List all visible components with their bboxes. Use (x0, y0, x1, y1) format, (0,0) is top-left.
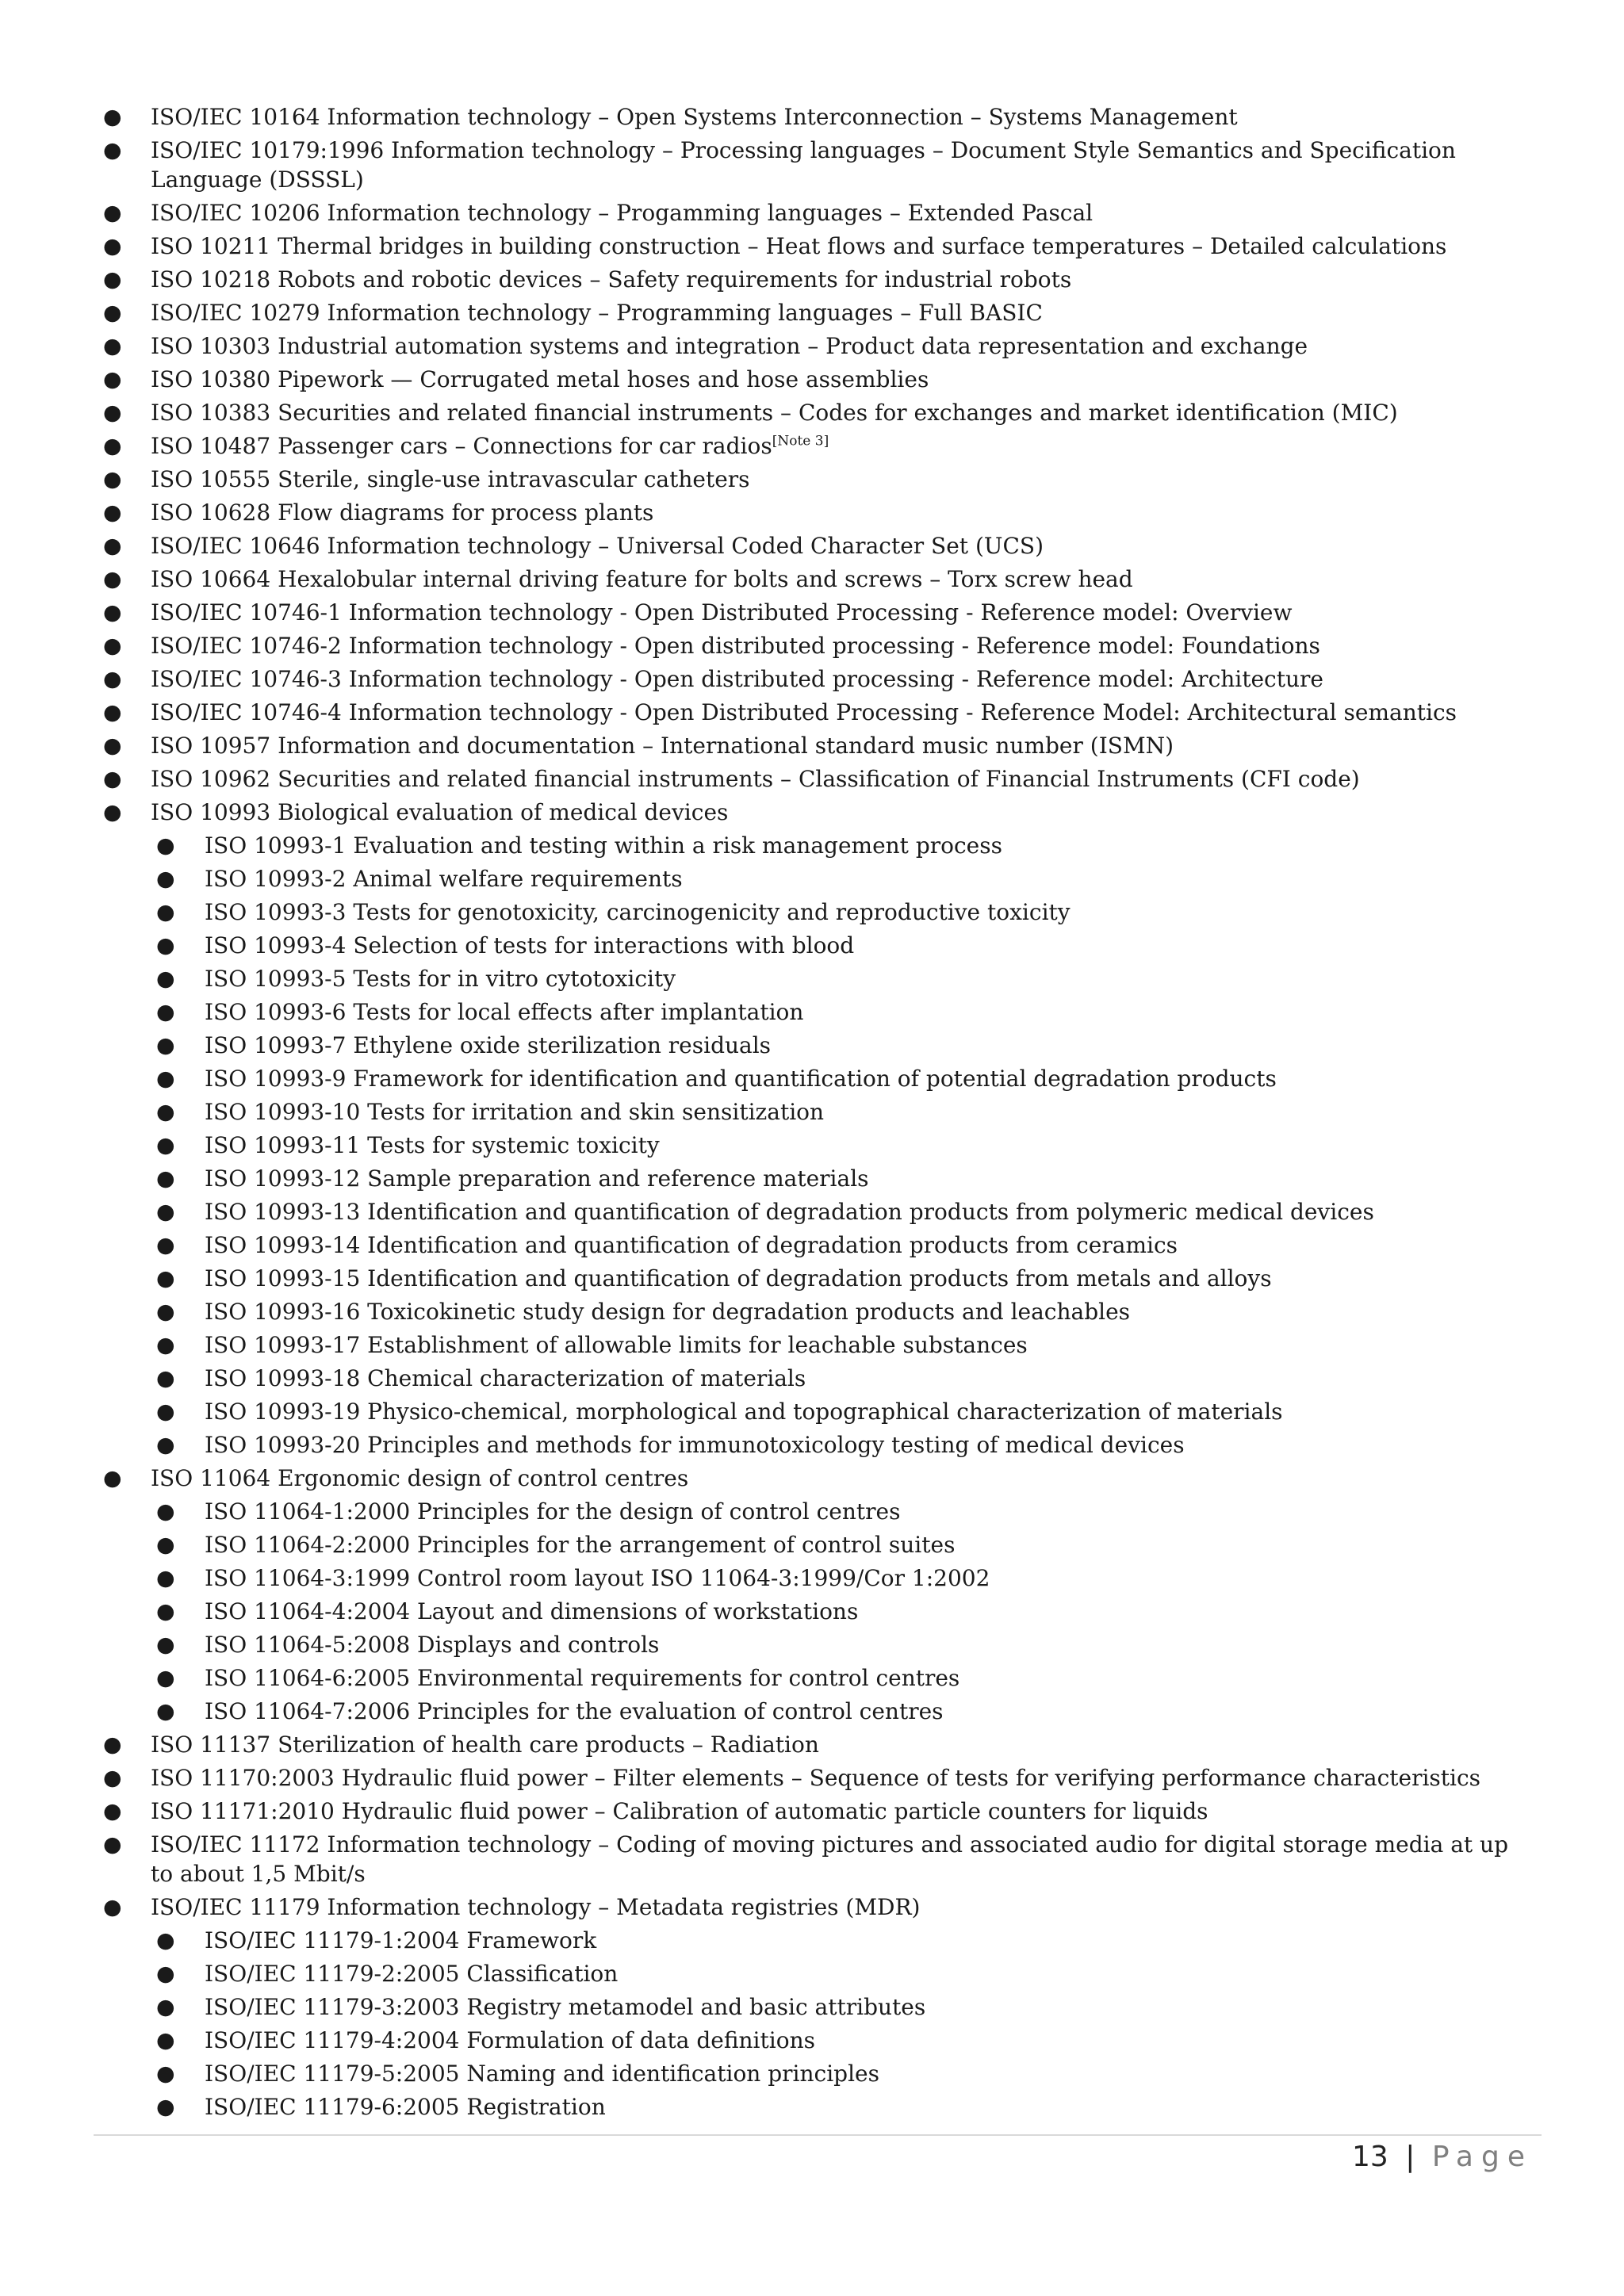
list-item (0, 531, 1624, 564)
bullet-icon: ● (156, 1399, 175, 1424)
sub-list-item (0, 2059, 1624, 2092)
bullet-icon: ● (103, 400, 122, 425)
list-item-text: ISO/IEC 10746-2 Information technology - Open distributed processing - Reference model: Foundations (151, 633, 1320, 659)
sub-list-item (0, 1330, 1624, 1364)
bullet-icon: ● (103, 1799, 122, 1823)
bullet-icon: ● (156, 933, 175, 958)
list-item-text: ISO 11064-1:2000 Principles for the design of control centres (205, 1498, 901, 1525)
sub-list-item (0, 1297, 1624, 1330)
sub-list-item (0, 1064, 1624, 1097)
bullet-icon: ● (156, 1033, 175, 1058)
bullet-icon: ● (103, 267, 122, 292)
page-number: 13 (1351, 2141, 1388, 2173)
list-item-text: ISO 10993-3 Tests for genotoxicity, carcinogenicity and reproductive toxicity (205, 899, 1071, 925)
list-item-text: ISO 10993-11 Tests for systemic toxicity (205, 1132, 660, 1158)
bullet-icon: ● (156, 1599, 175, 1624)
bullet-icon: ● (156, 1632, 175, 1657)
bullet-icon: ● (103, 667, 122, 691)
sub-list-item (0, 1264, 1624, 1297)
list-item-text: ISO 10993-15 Identification and quantification of degradation products from metals and alloys (205, 1265, 1272, 1292)
list-item (0, 1763, 1624, 1797)
list-item-text: ISO 10993-17 Establishment of allowable limits for leachable substances (205, 1332, 1028, 1358)
list-item-text: ISO 10957 Information and documentation – International standard music number (ISMN) (151, 733, 1174, 759)
sub-list-item (0, 1197, 1624, 1230)
list-item-text: ISO 10993-18 Chemical characterization of materials (205, 1365, 806, 1391)
bullet-icon: ● (156, 1666, 175, 1690)
list-item-text: ISO 10993-6 Tests for local effects after implantation (205, 999, 804, 1025)
bullet-icon: ● (103, 534, 122, 558)
bullet-icon: ● (156, 2028, 175, 2053)
list-item-text: ISO/IEC 11179-6:2005 Registration (205, 2094, 606, 2120)
sub-list-item (0, 1992, 1624, 2026)
bullet-icon: ● (156, 1133, 175, 1158)
bullet-icon: ● (156, 1995, 175, 2019)
list-item (0, 564, 1624, 598)
list-item-text: ISO 11170:2003 Hydraulic fluid power – Filter elements – Sequence of tests for verifying performance characteristics (151, 1765, 1481, 1791)
bullet-icon: ● (103, 1732, 122, 1757)
list-item (0, 1730, 1624, 1763)
sub-list-item (0, 831, 1624, 864)
sub-list-item (0, 2092, 1624, 2126)
bullet-icon: ● (103, 138, 122, 163)
list-item-text: ISO/IEC 10746-3 Information technology - Open distributed processing - Reference model: Architecture (151, 666, 1323, 692)
bullet-icon: ● (103, 467, 122, 492)
bullet-icon: ● (103, 334, 122, 358)
list-item (0, 331, 1624, 365)
list-item-text: ISO 11064-7:2006 Principles for the evaluation of control centres (205, 1698, 944, 1724)
list-item (0, 136, 1624, 198)
sub-list-item (0, 1563, 1624, 1597)
bullet-icon: ● (103, 500, 122, 525)
sub-list-item (0, 1926, 1624, 1959)
list-item-text: ISO 10993-9 Framework for identification and quantification of potential degradation products (205, 1066, 1277, 1092)
bullet-icon: ● (156, 966, 175, 991)
bullet-icon: ● (156, 2095, 175, 2119)
bullet-icon: ● (103, 733, 122, 758)
list-item-text: ISO 11064-6:2005 Environmental requirements for control centres (205, 1665, 960, 1691)
bullet-icon: ● (156, 1533, 175, 1557)
list-item (0, 598, 1624, 631)
bullet-icon: ● (156, 1566, 175, 1590)
bullet-icon: ● (103, 234, 122, 258)
list-item-text: ISO 10487 Passenger cars – Connections for car radios (151, 433, 772, 459)
list-item-text: ISO/IEC 10746-4 Information technology - Open Distributed Processing - Reference Model: Architectural semantics (151, 699, 1457, 725)
bullet-icon: ● (103, 1832, 122, 1857)
list-item (0, 764, 1624, 798)
sub-list-item (0, 1530, 1624, 1563)
sub-list-item (0, 1230, 1624, 1264)
bullet-icon: ● (103, 434, 122, 458)
list-item (0, 365, 1624, 398)
bullet-icon: ● (156, 1366, 175, 1391)
list-item-text: ISO/IEC 10206 Information technology – Progamming languages – Extended Pascal (151, 200, 1094, 226)
sub-list-item (0, 997, 1624, 1031)
bullet-icon: ● (156, 867, 175, 891)
list-item (0, 631, 1624, 664)
list-item-text: ISO 10993-2 Animal welfare requirements (205, 866, 683, 892)
bullet-icon: ● (103, 1466, 122, 1490)
bullet-icon: ● (156, 1000, 175, 1024)
bullet-icon: ● (156, 1166, 175, 1191)
bullet-icon: ● (156, 2061, 175, 2086)
footer-separator: | (1405, 2141, 1415, 2173)
list-item-text: ISO 10664 Hexalobular internal driving feature for bolts and screws – Torx screw head (151, 566, 1133, 592)
footer-rule (94, 2134, 1542, 2136)
bullet-icon: ● (156, 1961, 175, 1986)
list-item-text: ISO 10211 Thermal bridges in building construction – Heat flows and surface temperatures – Detailed calculations (151, 233, 1447, 259)
sub-list-item (0, 1364, 1624, 1397)
page-label: Page (1431, 2141, 1533, 2173)
bullet-icon: ● (156, 1433, 175, 1457)
bullet-icon: ● (103, 300, 122, 325)
list-item-text: ISO 11064-2:2000 Principles for the arrangement of control suites (205, 1532, 956, 1558)
list-item (0, 1464, 1624, 1497)
list-item-text: ISO 10993-4 Selection of tests for interactions with blood (205, 932, 855, 959)
page-footer (1352, 2141, 1533, 2173)
list-item-text: ISO 10993-12 Sample preparation and reference materials (205, 1165, 869, 1192)
list-item (0, 1892, 1624, 1926)
sub-list-item (0, 1697, 1624, 1730)
bullet-icon: ● (156, 1233, 175, 1257)
list-item-text: ISO 10993-13 Identification and quantification of degradation products from polymeric medical devices (205, 1199, 1374, 1225)
sub-list-item (0, 931, 1624, 964)
list-item-text: ISO/IEC 11179-5:2005 Naming and identification principles (205, 2061, 879, 2087)
list-item-text: ISO 11064-5:2008 Displays and controls (205, 1632, 660, 1658)
bullet-icon: ● (156, 1266, 175, 1291)
sub-list-item (0, 864, 1624, 897)
list-item (0, 1797, 1624, 1830)
bullet-icon: ● (156, 833, 175, 858)
bullet-icon: ● (103, 633, 122, 658)
sub-list-item (0, 964, 1624, 997)
list-item (0, 265, 1624, 298)
list-item-text: ISO 10993-5 Tests for in vitro cytotoxicity (205, 966, 676, 992)
list-item (0, 698, 1624, 731)
list-item-text: ISO/IEC 10179:1996 Information technology – Processing languages – Document Style Semantics and Specification Language (DSSSL) (151, 137, 1456, 193)
list-item-text: ISO 10993-14 Identification and quantification of degradation products from ceramics (205, 1232, 1178, 1258)
list-item-text: ISO 10383 Securities and related financial instruments – Codes for exchanges and market identification (MIC) (151, 400, 1398, 426)
bullet-icon: ● (103, 367, 122, 392)
sub-list-item (0, 1430, 1624, 1464)
list-item-text: ISO 10218 Robots and robotic devices – Safety requirements for industrial robots (151, 266, 1072, 293)
sub-list-item (0, 1663, 1624, 1697)
list-item (0, 1830, 1624, 1892)
sub-list-item (0, 1164, 1624, 1197)
list-item-text: ISO 10555 Sterile, single-use intravascular catheters (151, 466, 750, 492)
list-item-text: ISO 11137 Sterilization of health care products – Radiation (151, 1732, 819, 1758)
list-item (0, 398, 1624, 431)
sub-list-item (0, 1959, 1624, 1992)
standards-list (0, 102, 1624, 2126)
list-item-text: ISO 10993-7 Ethylene oxide sterilization residuals (205, 1032, 772, 1058)
sub-list-item (0, 1497, 1624, 1530)
list-item (0, 798, 1624, 831)
list-item-text: ISO 10380 Pipework — Corrugated metal hoses and hose assemblies (151, 366, 929, 392)
list-item-text: ISO/IEC 11179-2:2005 Classification (205, 1961, 619, 1987)
sub-list-item (0, 897, 1624, 931)
list-item-text: ISO/IEC 11179 Information technology – Metadata registries (MDR) (151, 1894, 921, 1920)
sub-list-item (0, 1031, 1624, 1064)
list-item-text: ISO 10993 Biological evaluation of medical devices (151, 799, 729, 825)
list-item-text: ISO 10962 Securities and related financial instruments – Classification of Financial Instruments (CFI code) (151, 766, 1360, 792)
list-item (0, 465, 1624, 498)
bullet-icon: ● (156, 1200, 175, 1224)
list-item-text: ISO 11171:2010 Hydraulic fluid power – Calibration of automatic particle counters for liquids (151, 1798, 1208, 1824)
bullet-icon: ● (156, 1499, 175, 1524)
list-item (0, 102, 1624, 136)
bullet-icon: ● (103, 700, 122, 725)
list-item-text: ISO 10993-20 Principles and methods for immunotoxicology testing of medical devices (205, 1432, 1185, 1458)
bullet-icon: ● (156, 1333, 175, 1357)
bullet-icon: ● (103, 201, 122, 225)
list-item (0, 498, 1624, 531)
list-item (0, 664, 1624, 698)
bullet-icon: ● (103, 800, 122, 825)
list-item (0, 198, 1624, 232)
list-item (0, 232, 1624, 265)
list-item (0, 431, 1624, 465)
list-item-text: ISO 11064 Ergonomic design of control centres (151, 1465, 689, 1491)
bullet-icon: ● (103, 1895, 122, 1919)
bullet-icon: ● (103, 767, 122, 791)
footnote-reference[interactable]: [Note 3] (772, 433, 829, 450)
list-item-text: ISO 10993-10 Tests for irritation and skin sensitization (205, 1099, 825, 1125)
list-item-text: ISO 10628 Flow diagrams for process plants (151, 499, 654, 526)
list-item-text: ISO 10993-19 Physico-chemical, morphological and topographical characterization of materials (205, 1399, 1283, 1425)
bullet-icon: ● (103, 105, 122, 129)
sub-list-item (0, 2026, 1624, 2059)
sub-list-item (0, 1097, 1624, 1131)
list-item-text: ISO/IEC 10746-1 Information technology - Open Distributed Processing - Reference model: Overview (151, 599, 1293, 626)
bullet-icon: ● (156, 1100, 175, 1124)
bullet-icon: ● (103, 1766, 122, 1790)
list-item-text: ISO 10303 Industrial automation systems and integration – Product data representation and exchange (151, 333, 1308, 359)
list-item-text: ISO 11064-4:2004 Layout and dimensions of workstations (205, 1598, 859, 1624)
list-item-text: ISO 10993-1 Evaluation and testing within a risk management process (205, 832, 1002, 859)
sub-list-item (0, 1630, 1624, 1663)
bullet-icon: ● (103, 567, 122, 591)
bullet-icon: ● (156, 1299, 175, 1324)
bullet-icon: ● (156, 900, 175, 924)
bullet-icon: ● (103, 600, 122, 625)
list-item-text: ISO/IEC 10646 Information technology – Universal Coded Character Set (UCS) (151, 533, 1044, 559)
list-item-text: ISO 11064-3:1999 Control room layout ISO 11064-3:1999/Cor 1:2002 (205, 1565, 990, 1591)
list-item-text: ISO/IEC 10279 Information technology – Programming languages – Full BASIC (151, 300, 1043, 326)
list-item (0, 298, 1624, 331)
sub-list-item (0, 1131, 1624, 1164)
bullet-icon: ● (156, 1066, 175, 1091)
bullet-icon: ● (156, 1699, 175, 1724)
bullet-icon: ● (156, 1928, 175, 1953)
list-item-text: ISO 10993-16 Toxicokinetic study design for degradation products and leachables (205, 1299, 1131, 1325)
sub-list-item (0, 1397, 1624, 1430)
list-item-text: ISO/IEC 11179-4:2004 Formulation of data definitions (205, 2027, 815, 2053)
list-item-text: ISO/IEC 11179-3:2003 Registry metamodel and basic attributes (205, 1994, 926, 2020)
list-item (0, 731, 1624, 764)
list-item-text: ISO/IEC 11179-1:2004 Framework (205, 1927, 597, 1954)
sub-list-item (0, 1597, 1624, 1630)
list-item-text: ISO/IEC 11172 Information technology – Coding of moving pictures and associated audio for digital storage media at up to about 1,5 Mbit/s (151, 1831, 1508, 1887)
list-item-text: ISO/IEC 10164 Information technology – Open Systems Interconnection – Systems Management (151, 104, 1238, 130)
